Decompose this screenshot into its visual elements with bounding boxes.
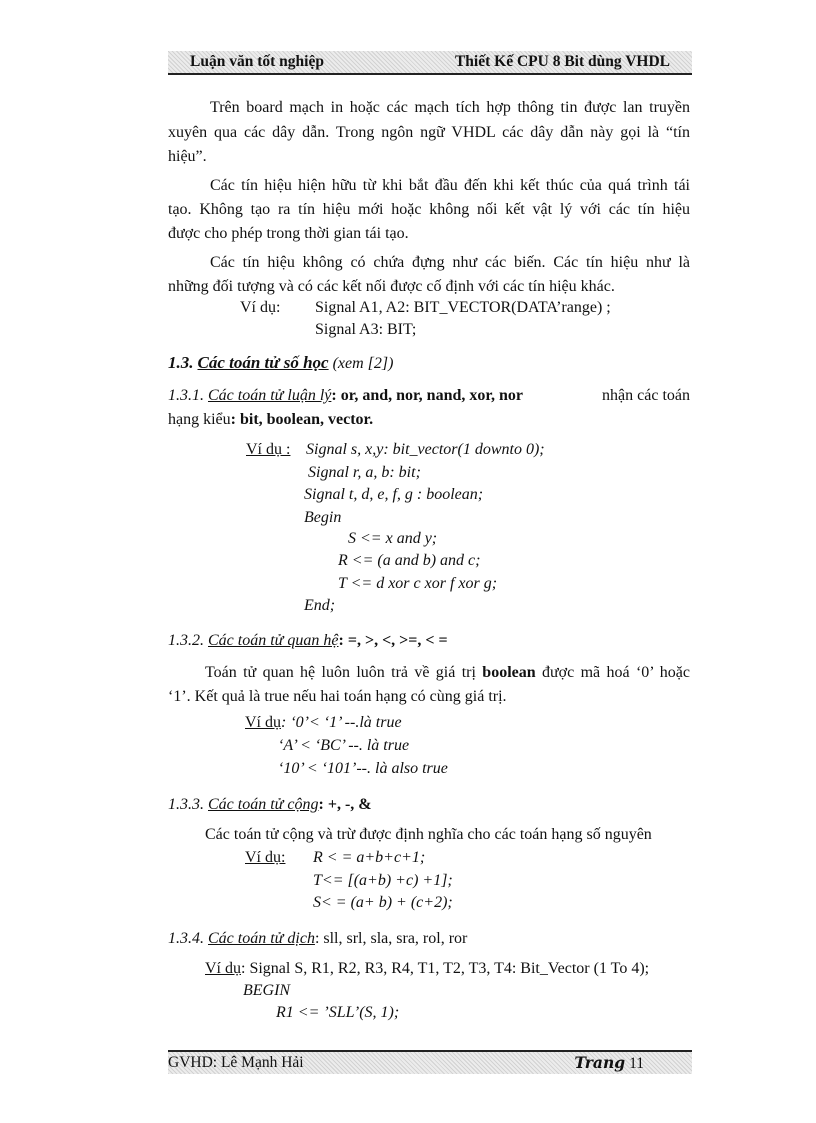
page-header (168, 51, 692, 75)
code-line: ‘A’ < ‘BC’ --. là true (278, 737, 410, 754)
code-line: BEGIN (243, 982, 291, 999)
section-heading-1-3-3: 1.3.3. Các toán tử cộng: +, -, & (168, 796, 372, 813)
section-heading-1-3-2: 1.3.2. Các toán tử quan hệ: =, >, <, >=, < = (168, 632, 448, 649)
para-line: tạo. Không tạo ra tín hiệu mới hoặc không nối kết vật lý với các tín hiệu (168, 201, 690, 218)
code-line: Begin (304, 509, 342, 526)
code-line: S< = (a+ b) + (c+2); (313, 894, 453, 911)
para-line: Các toán tử cộng và trừ được định nghĩa cho các toán hạng số nguyên (205, 826, 652, 843)
code-line: End; (304, 597, 336, 614)
para-line: hạng kiểu: bit, boolean, vector. (168, 411, 374, 428)
code-line: R < = a+b+c+1; (313, 849, 426, 866)
code-line: Signal A3: BIT; (315, 321, 417, 338)
para-line: được cho phép trong thời gian tái tạo. (168, 225, 409, 242)
section-heading-1-3: 1.3. Các toán tử số học (xem [2]) (168, 353, 394, 372)
code-line: R <= (a and b) and c; (338, 552, 481, 569)
example-row: Ví dụ: ‘0’< ‘1’ --.là true (245, 714, 402, 731)
code-line: T<= [(a+b) +c) +1]; (313, 872, 453, 889)
code-line: Signal A1, A2: BIT_VECTOR(DATA’range) ; (315, 299, 611, 316)
para-line: ‘1’. Kết quả là true nếu hai toán hạng có cùng giá trị. (168, 688, 507, 705)
para-line: những đối tượng và có các kết nối được cố định với các tín hiệu khác. (168, 278, 615, 295)
code-line: R1 <= ’SLL’(S, 1); (276, 1004, 400, 1021)
para-line: Các tín hiệu không có chứa đựng như các biến. Các tín hiệu như là (210, 254, 690, 271)
para-line: Toán tử quan hệ luôn luôn trả về giá trị boolean được mã hoá ‘0’ hoặc (205, 664, 690, 681)
code-line: S <= x and y; (348, 530, 438, 547)
para-line: Các tín hiệu hiện hữu từ khi bắt đầu đến khi kết thúc của quá trình tái (210, 177, 690, 194)
code-line: ‘10’ < ‘101’--. là also true (278, 760, 448, 777)
page-number: Trang 11 (574, 1053, 644, 1072)
example-label: Ví dụ: (240, 299, 281, 316)
footer-advisor: GVHD: Lê Mạnh Hải (168, 1054, 304, 1071)
code-line: T <= d xor c xor f xor g; (338, 575, 498, 592)
code-line: Signal s, x,y: bit_vector(1 downto 0); (306, 441, 545, 458)
code-line: Signal t, d, e, f, g : boolean; (304, 486, 484, 503)
para-line: hiệu”. (168, 148, 207, 165)
example-label: Ví dụ: (245, 849, 286, 866)
para-line: xuyên qua các dây dẫn. Trong ngôn ngữ VHDL các dây dẫn này gọi là “tín (168, 124, 690, 141)
code-line: Signal r, a, b: bit; (308, 464, 421, 481)
para-line: Trên board mạch in hoặc các mạch tích hợp thông tin được lan truyền (210, 99, 690, 116)
section-heading-1-3-1: 1.3.1. Các toán tử luận lý: or, and, nor, nand, xor, nor nhận các toán (168, 387, 690, 404)
example-label: Ví dụ : (246, 441, 291, 458)
header-right: Thiết Kế CPU 8 Bit dùng VHDL (454, 53, 670, 70)
section-heading-1-3-4: 1.3.4. Các toán tử dịch: sll, srl, sla, sra, rol, ror (168, 930, 468, 947)
header-left: Luận văn tốt nghiệp (190, 53, 324, 70)
page-footer (168, 1050, 692, 1074)
example-row: Ví dụ: Signal S, R1, R2, R3, R4, T1, T2, T3, T4: Bit_Vector (1 To 4); (205, 960, 650, 977)
